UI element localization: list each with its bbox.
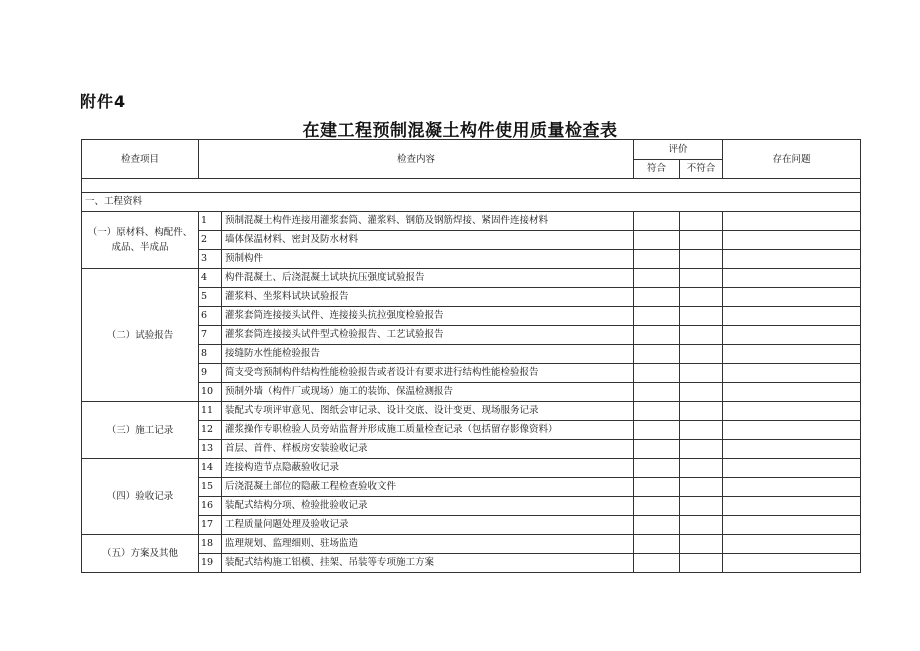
conform-cell[interactable] bbox=[634, 478, 680, 497]
row-number: 6 bbox=[199, 307, 222, 326]
issues-cell[interactable] bbox=[723, 497, 861, 516]
table-row bbox=[82, 364, 861, 383]
row-number: 10 bbox=[199, 383, 222, 402]
conform-cell[interactable] bbox=[634, 212, 680, 231]
nonconform-cell[interactable] bbox=[680, 421, 723, 440]
row-number: 8 bbox=[199, 345, 222, 364]
table-row bbox=[82, 345, 861, 364]
nonconform-cell[interactable] bbox=[680, 269, 723, 288]
row-number: 19 bbox=[199, 554, 222, 573]
section-row bbox=[82, 193, 861, 212]
conform-cell[interactable] bbox=[634, 307, 680, 326]
row-content: 简支受弯预制构件结构性能检验报告或者设计有要求进行结构性能检验报告 bbox=[222, 364, 634, 383]
conform-cell[interactable] bbox=[634, 459, 680, 478]
row-number: 1 bbox=[199, 212, 222, 231]
conform-cell[interactable] bbox=[634, 269, 680, 288]
row-content: 首层、首件、样板房安装验收记录 bbox=[222, 440, 634, 459]
table-row bbox=[82, 288, 861, 307]
row-content: 灌浆套筒连接接头试件、连接接头抗拉强度检验报告 bbox=[222, 307, 634, 326]
row-content: 灌浆料、坐浆料试块试验报告 bbox=[222, 288, 634, 307]
row-number: 13 bbox=[199, 440, 222, 459]
row-number: 9 bbox=[199, 364, 222, 383]
issues-cell[interactable] bbox=[723, 459, 861, 478]
conform-cell[interactable] bbox=[634, 231, 680, 250]
conform-cell[interactable] bbox=[634, 554, 680, 573]
nonconform-cell[interactable] bbox=[680, 497, 723, 516]
nonconform-cell[interactable] bbox=[680, 250, 723, 269]
table-row bbox=[82, 535, 861, 554]
group-label: （三）施工记录 bbox=[82, 402, 199, 459]
table-row bbox=[82, 554, 861, 573]
conform-cell[interactable] bbox=[634, 383, 680, 402]
header-nonconform: 不符合 bbox=[680, 160, 723, 179]
row-content: 接缝防水性能检验报告 bbox=[222, 345, 634, 364]
spacer-row bbox=[82, 179, 861, 193]
issues-cell[interactable] bbox=[723, 231, 861, 250]
nonconform-cell[interactable] bbox=[680, 478, 723, 497]
nonconform-cell[interactable] bbox=[680, 516, 723, 535]
header-item: 检查项目 bbox=[82, 140, 199, 179]
table-row bbox=[82, 231, 861, 250]
row-number: 15 bbox=[199, 478, 222, 497]
nonconform-cell[interactable] bbox=[680, 383, 723, 402]
attachment-label: 附件4 bbox=[80, 92, 127, 111]
nonconform-cell[interactable] bbox=[680, 364, 723, 383]
nonconform-cell[interactable] bbox=[680, 231, 723, 250]
nonconform-cell[interactable] bbox=[680, 402, 723, 421]
row-content: 预制外墙（构件厂或现场）施工的装饰、保温检测报告 bbox=[222, 383, 634, 402]
table-row bbox=[82, 212, 861, 231]
issues-cell[interactable] bbox=[723, 554, 861, 573]
row-number: 5 bbox=[199, 288, 222, 307]
issues-cell[interactable] bbox=[723, 383, 861, 402]
nonconform-cell[interactable] bbox=[680, 440, 723, 459]
header-content: 检查内容 bbox=[199, 140, 634, 179]
nonconform-cell[interactable] bbox=[680, 459, 723, 478]
row-number: 3 bbox=[199, 250, 222, 269]
issues-cell[interactable] bbox=[723, 535, 861, 554]
nonconform-cell[interactable] bbox=[680, 288, 723, 307]
group-label: （二）试验报告 bbox=[82, 269, 199, 402]
table-row bbox=[82, 326, 861, 345]
row-content: 工程质量问题处理及验收记录 bbox=[222, 516, 634, 535]
table-row bbox=[82, 478, 861, 497]
row-content: 预制构件 bbox=[222, 250, 634, 269]
table-row bbox=[82, 402, 861, 421]
nonconform-cell[interactable] bbox=[680, 307, 723, 326]
issues-cell[interactable] bbox=[723, 250, 861, 269]
issues-cell[interactable] bbox=[723, 326, 861, 345]
issues-cell[interactable] bbox=[723, 402, 861, 421]
conform-cell[interactable] bbox=[634, 440, 680, 459]
row-content: 装配式专项评审意见、图纸会审记录、设计交底、设计变更、现场服务记录 bbox=[222, 402, 634, 421]
row-number: 2 bbox=[199, 231, 222, 250]
table-row bbox=[82, 516, 861, 535]
table-row bbox=[82, 440, 861, 459]
issues-cell[interactable] bbox=[723, 421, 861, 440]
issues-cell[interactable] bbox=[723, 307, 861, 326]
quality-check-table bbox=[81, 139, 861, 573]
issues-cell[interactable] bbox=[723, 440, 861, 459]
conform-cell[interactable] bbox=[634, 535, 680, 554]
nonconform-cell[interactable] bbox=[680, 535, 723, 554]
nonconform-cell[interactable] bbox=[680, 345, 723, 364]
issues-cell[interactable] bbox=[723, 345, 861, 364]
row-number: 4 bbox=[199, 269, 222, 288]
row-content: 预制混凝土构件连接用灌浆套筒、灌浆料、钢筋及钢筋焊接、紧固件连接材料 bbox=[222, 212, 634, 231]
row-number: 17 bbox=[199, 516, 222, 535]
nonconform-cell[interactable] bbox=[680, 326, 723, 345]
row-number: 14 bbox=[199, 459, 222, 478]
group-label: （四）验收记录 bbox=[82, 459, 199, 535]
row-content: 装配式结构分项、检验批验收记录 bbox=[222, 497, 634, 516]
conform-cell[interactable] bbox=[634, 364, 680, 383]
row-number: 11 bbox=[199, 402, 222, 421]
issues-cell[interactable] bbox=[723, 212, 861, 231]
header-conform: 符合 bbox=[634, 160, 680, 179]
issues-cell[interactable] bbox=[723, 516, 861, 535]
row-content: 灌浆操作专职检验人员旁站监督并形成施工质量检查记录（包括留存影像资料） bbox=[222, 421, 634, 440]
row-content: 灌浆套筒连接接头试件型式检验报告、工艺试验报告 bbox=[222, 326, 634, 345]
row-number: 12 bbox=[199, 421, 222, 440]
table-row bbox=[82, 250, 861, 269]
header-issues: 存在问题 bbox=[723, 140, 861, 179]
table-row bbox=[82, 421, 861, 440]
row-content: 监理规划、监理细则、驻场监造 bbox=[222, 535, 634, 554]
row-content: 后浇混凝土部位的隐蔽工程检查验收文件 bbox=[222, 478, 634, 497]
table-row bbox=[82, 383, 861, 402]
row-content: 连接构造节点隐蔽验收记录 bbox=[222, 459, 634, 478]
table-row bbox=[82, 307, 861, 326]
nonconform-cell[interactable] bbox=[680, 212, 723, 231]
conform-cell[interactable] bbox=[634, 288, 680, 307]
header-evaluation: 评价 bbox=[634, 140, 723, 160]
section-title: 一、工程资料 bbox=[82, 193, 861, 212]
conform-cell[interactable] bbox=[634, 345, 680, 364]
nonconform-cell[interactable] bbox=[680, 554, 723, 573]
row-content: 装配式结构施工铝模、挂架、吊装等专项施工方案 bbox=[222, 554, 634, 573]
issues-cell[interactable] bbox=[723, 269, 861, 288]
row-content: 墙体保温材料、密封及防水材料 bbox=[222, 231, 634, 250]
table-row bbox=[82, 269, 861, 288]
conform-cell[interactable] bbox=[634, 402, 680, 421]
table-row bbox=[82, 497, 861, 516]
conform-cell[interactable] bbox=[634, 421, 680, 440]
row-content: 构件混凝土、后浇混凝土试块抗压强度试验报告 bbox=[222, 269, 634, 288]
group-label: （一）原材料、构配件、成品、半成品 bbox=[82, 212, 199, 269]
table-row bbox=[82, 459, 861, 478]
conform-cell[interactable] bbox=[634, 326, 680, 345]
conform-cell[interactable] bbox=[634, 250, 680, 269]
issues-cell[interactable] bbox=[723, 288, 861, 307]
row-number: 18 bbox=[199, 535, 222, 554]
row-number: 16 bbox=[199, 497, 222, 516]
issues-cell[interactable] bbox=[723, 478, 861, 497]
issues-cell[interactable] bbox=[723, 364, 861, 383]
document-title: 在建工程预制混凝土构件使用质量检查表 bbox=[302, 121, 618, 141]
row-number: 7 bbox=[199, 326, 222, 345]
table-header-row bbox=[82, 140, 861, 160]
conform-cell[interactable] bbox=[634, 516, 680, 535]
conform-cell[interactable] bbox=[634, 497, 680, 516]
group-label: （五）方案及其他 bbox=[82, 535, 199, 573]
